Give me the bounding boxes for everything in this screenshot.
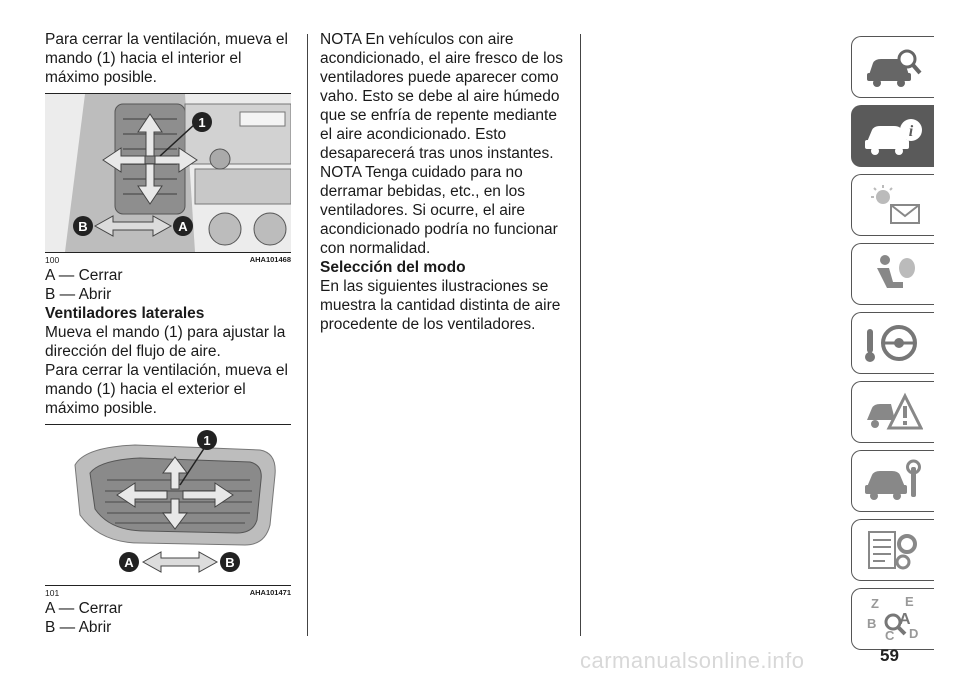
airbag-seat-icon: [863, 252, 923, 296]
svg-text:C: C: [885, 628, 895, 643]
svg-text:1: 1: [203, 433, 211, 448]
figure-number: 100: [45, 255, 60, 265]
side-vent-illustration: [45, 425, 291, 585]
specifications-gear-icon: [863, 528, 923, 572]
tab-safety[interactable]: [851, 243, 934, 305]
paragraph-mode: En las siguientes ilustraciones se muestra la cantidad distinta de aire procedente de los ventiladores.: [320, 278, 561, 333]
tab-getting-to-know-instrument-panel[interactable]: [851, 105, 934, 167]
svg-text:1: 1: [198, 115, 206, 130]
note-condensation: NOTA En vehículos con aire acondicionado, el aire fresco de los ventiladores puede aparecer como vaho. Esto se debe al aire húmedo que se enfría de repente mediante el aire acondicionado. Esto desaparecerá tras unos instantes.: [320, 31, 563, 162]
figure-caption-100: [45, 254, 291, 266]
legend-a: A — Cerrar: [45, 267, 123, 284]
tab-alphabetical-index[interactable]: [851, 588, 934, 650]
figure-code: AHA101468: [249, 255, 291, 264]
car-info-icon: [863, 114, 923, 158]
svg-text:A: A: [178, 219, 188, 234]
tab-warning-lights[interactable]: [851, 174, 934, 236]
svg-text:A: A: [124, 555, 134, 570]
figure-number: 101: [45, 588, 60, 598]
paragraph-adjust: Mueva el mando (1) para ajustar la dirección del flujo de aire.: [45, 324, 286, 360]
warning-light-message-icon: [863, 183, 923, 227]
paragraph-close-outward: Para cerrar la ventilación, mueva el mando (1) hacia el exterior el máximo posible.: [45, 362, 288, 417]
legend-b: B — Abrir: [45, 286, 112, 303]
svg-text:B: B: [225, 555, 235, 570]
column-divider-left: [307, 34, 308, 636]
car-wrench-icon: [863, 459, 923, 503]
car-search-icon: [863, 45, 923, 89]
tab-in-an-emergency[interactable]: [851, 381, 934, 443]
svg-text:i: i: [908, 123, 914, 140]
heading-mode-selection: Selección del modo: [320, 259, 466, 276]
key-steering-wheel-icon: [863, 321, 923, 365]
svg-text:Z: Z: [871, 596, 879, 611]
figure-101-side-vent: [45, 424, 291, 586]
tab-technical-data[interactable]: [851, 519, 934, 581]
heading-side-vents: Ventiladores laterales: [45, 305, 205, 322]
paragraph-close-inward: Para cerrar la ventilación, mueva el mando (1) hacia el interior el máximo posible.: [45, 31, 288, 86]
middle-column: [320, 30, 570, 334]
chapter-tabs: [851, 36, 935, 657]
legend-a: A — Cerrar: [45, 600, 123, 617]
figure-code: AHA101471: [249, 588, 291, 597]
figure-caption-101: [45, 587, 291, 599]
svg-text:D: D: [909, 626, 919, 641]
watermark: carmanualsonline.info: [580, 648, 805, 673]
svg-text:B: B: [867, 616, 877, 631]
figure-100-center-vent: [45, 93, 291, 253]
tab-servicing-maintenance[interactable]: [851, 450, 934, 512]
tab-starting-driving[interactable]: [851, 312, 934, 374]
column-divider-right: [580, 34, 581, 636]
left-column: [45, 30, 291, 637]
legend-b: B — Abrir: [45, 619, 112, 636]
svg-text:A: A: [899, 611, 911, 628]
svg-text:B: B: [78, 219, 88, 234]
page-number: 59: [880, 646, 899, 665]
emergency-triangle-icon: [863, 390, 923, 434]
note-spill: NOTA Tenga cuidado para no derramar bebidas, etc., en los ventiladores. Si ocurre, el aire acondicionado podría no funcionar con normalidad.: [320, 164, 558, 257]
center-vent-illustration: [45, 94, 291, 252]
svg-text:E: E: [905, 594, 914, 609]
alphabetical-index-icon: [863, 594, 923, 644]
tab-getting-to-know-car[interactable]: [851, 36, 934, 98]
